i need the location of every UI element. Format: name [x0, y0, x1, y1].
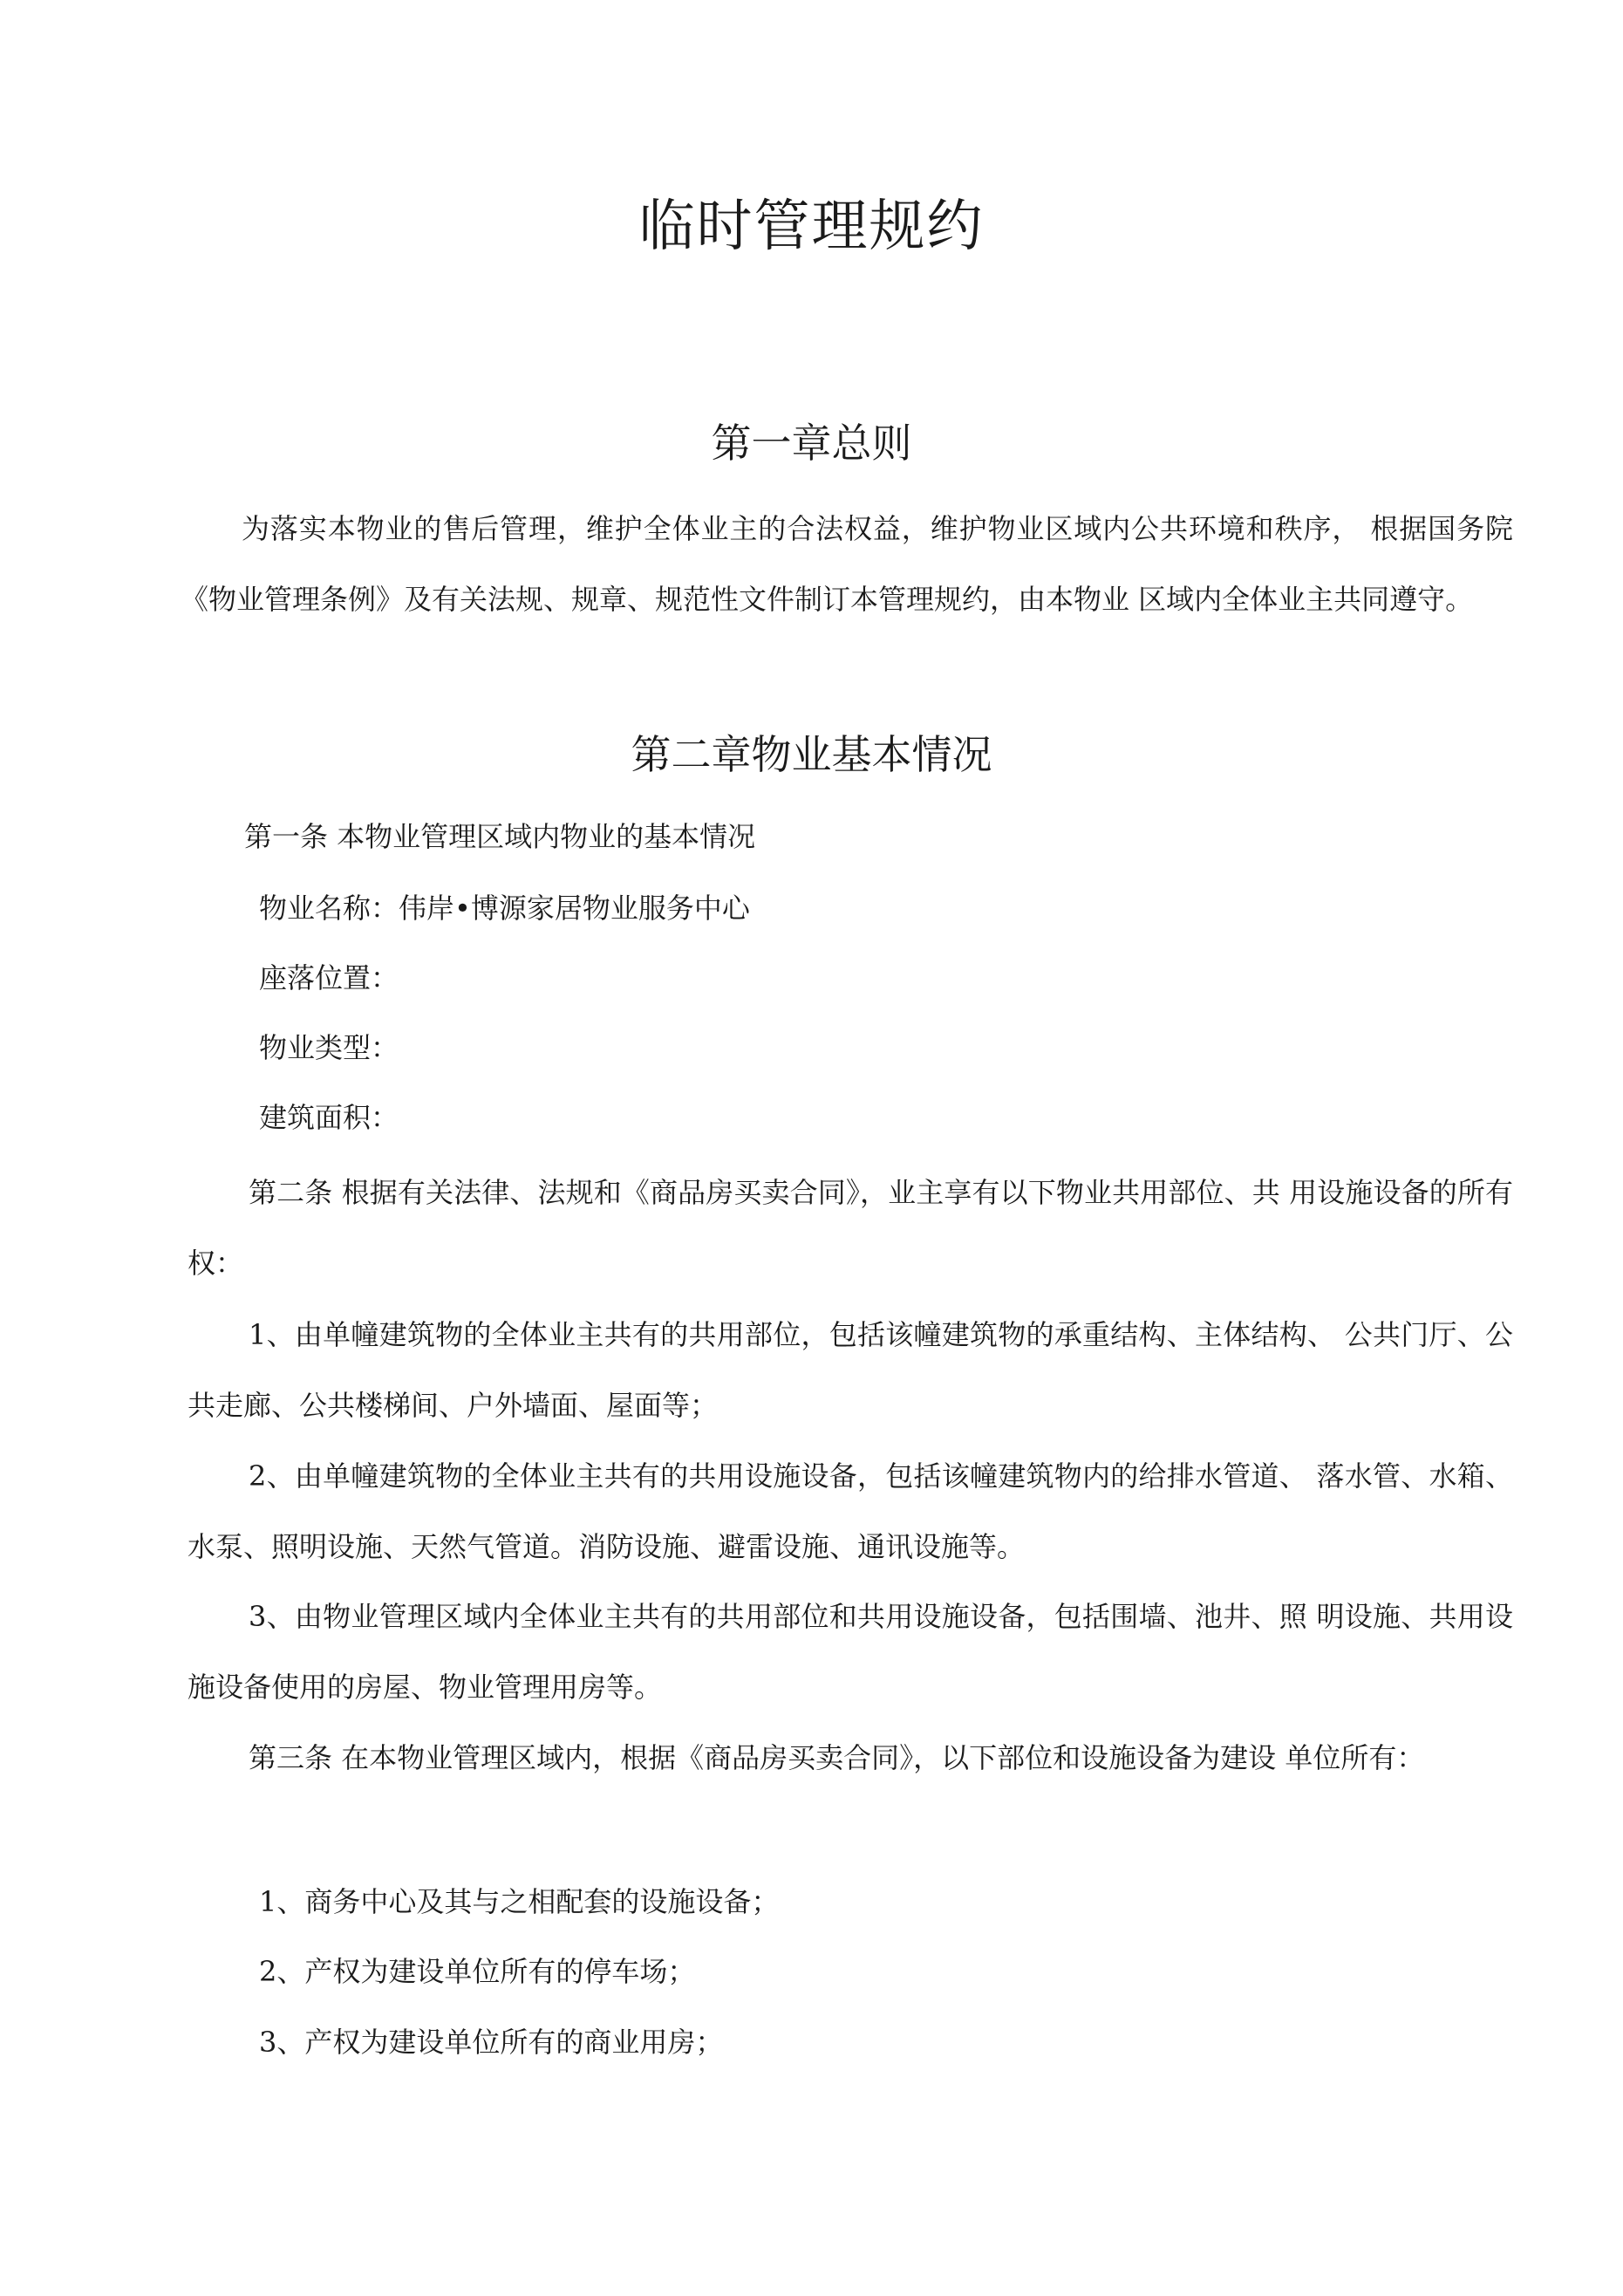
article-3-paragraph: 第三条 在本物业管理区域内，根据《商品房买卖合同》，以下部位和设施设备为建设 单位所有： — [249, 1741, 1425, 1774]
article-3-item: 1、商务中心及其与之相配套的设施设备； — [259, 1885, 780, 1918]
chapter-2-title: 第二章物业基本情况 — [631, 731, 992, 778]
field-building-area: 建筑面积： — [259, 1101, 399, 1134]
article-1-heading: 第一条 本物业管理区域内物业的基本情况 — [244, 820, 756, 853]
chapter-1-title: 第一章总则 — [711, 420, 912, 467]
document-title: 临时管理规约 — [638, 195, 985, 259]
article-3-item: 2、产权为建设单位所有的停车场； — [259, 1955, 696, 1988]
field-location: 座落位置： — [259, 961, 399, 994]
article-3-item: 3、产权为建设单位所有的商业用房； — [259, 2026, 724, 2059]
article-2-item: 2、由单幢建筑物的全体业主共有的共用设施设备，包括该幢建筑物内的给排水管道、 落水管、水箱、水泵、照明设施、天然气管道。消防设施、避雷设施、通讯设施等。 — [188, 1459, 1513, 1563]
field-property-name: 物业名称：伟岸•博源家居物业服务中心 — [259, 892, 750, 925]
chapter-1-paragraph: 为落实本物业的售后管理，维护全体业主的合法权益，维护物业区域内公共环境和秩序， 根据国务院《物业管理条例》及有关法规、规章、规范性文件制订本管理规约，由本物业 区域内全体业主共同遵守。 — [181, 512, 1513, 616]
article-2-paragraph: 第二条 根据有关法律、法规和《商品房买卖合同》，业主享有以下物业共用部位、共 用设施设备的所有权： — [188, 1176, 1513, 1280]
article-2-item: 1、由单幢建筑物的全体业主共有的共用部位，包括该幢建筑物的承重结构、主体结构、 公共门厅、公共走廊、公共楼梯间、户外墙面、屋面等； — [188, 1318, 1513, 1422]
article-2-item: 3、由物业管理区域内全体业主共有的共用部位和共用设施设备，包括围墙、池井、照 明设施、共用设施设备使用的房屋、物业管理用房等。 — [188, 1600, 1513, 1704]
field-property-type: 物业类型： — [259, 1031, 399, 1064]
